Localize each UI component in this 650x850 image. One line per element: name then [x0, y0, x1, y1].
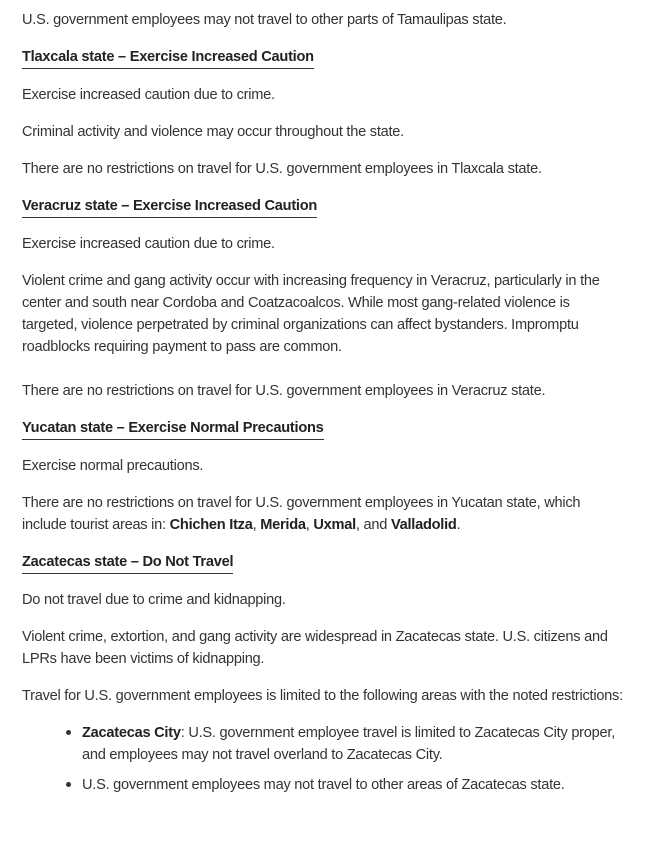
advisory-content	[0, 9, 650, 796]
yucatan-paragraph-2-text: There are no restrictions on travel for U.S. government employees in Yucatan state, which include tourist areas in:	[22, 495, 581, 533]
veracruz-paragraph-2: Violent crime and gang activity occur with increasing frequency in Veracruz, particularly in the center and south near Cordoba and Coatzacoalcos. While most gang-related violence is targeted, violence perpetrated by criminal organizations can affect bystanders. Impromptu roadblocks requiring payment to pass are common.	[22, 273, 600, 355]
yucatan-heading: Yucatan state – Exercise Normal Precautions	[22, 418, 324, 440]
zacatecas-heading: Zacatecas state – Do Not Travel	[22, 552, 233, 574]
list-item-text: U.S. government employees may not travel to other areas of Zacatecas state.	[82, 777, 565, 793]
zacatecas-restrictions-list	[22, 722, 628, 796]
tlaxcala-paragraph-1: Exercise increased caution due to crime.	[22, 87, 275, 103]
separator: ,	[252, 517, 261, 533]
place-chichen-itza: Chichen Itza	[169, 517, 253, 533]
bullet-icon	[66, 782, 71, 787]
tlaxcala-paragraph-2: Criminal activity and violence may occur throughout the state.	[22, 124, 404, 140]
tlaxcala-heading: Tlaxcala state – Exercise Increased Caution	[22, 47, 314, 69]
zacatecas-paragraph-1: Do not travel due to crime and kidnapping.	[22, 592, 286, 608]
separator: , and	[355, 517, 391, 533]
zacatecas-paragraph-2: Violent crime, extortion, and gang activity are widespread in Zacatecas state. U.S. citizens and LPRs have been victims of kidnapping.	[22, 629, 608, 667]
yucatan-paragraph-1: Exercise normal precautions.	[22, 458, 204, 474]
veracruz-paragraph-1: Exercise increased caution due to crime.	[22, 236, 275, 252]
list-item	[22, 774, 628, 796]
list-item	[22, 722, 628, 766]
list-item-text: : U.S. government employee travel is limited to Zacatecas City proper, and employees may not travel overland to Zacatecas City.	[82, 725, 616, 763]
place-uxmal: Uxmal	[313, 517, 356, 533]
place-merida: Merida	[260, 517, 306, 533]
separator: ,	[305, 517, 314, 533]
list-item-bold: Zacatecas City	[82, 725, 181, 741]
zacatecas-paragraph-3: Travel for U.S. government employees is limited to the following areas with the noted restrictions:	[22, 688, 623, 704]
bullet-icon	[66, 730, 71, 735]
tlaxcala-paragraph-3: There are no restrictions on travel for U.S. government employees in Tlaxcala state.	[22, 161, 542, 177]
place-valladolid: Valladolid	[390, 517, 457, 533]
veracruz-heading: Veracruz state – Exercise Increased Caution	[22, 196, 317, 218]
veracruz-paragraph-3: There are no restrictions on travel for U.S. government employees in Veracruz state.	[22, 383, 546, 399]
intro-text: U.S. government employees may not travel to other parts of Tamaulipas state.	[22, 12, 507, 28]
period: .	[456, 517, 461, 533]
yucatan-paragraph-2	[22, 492, 628, 536]
